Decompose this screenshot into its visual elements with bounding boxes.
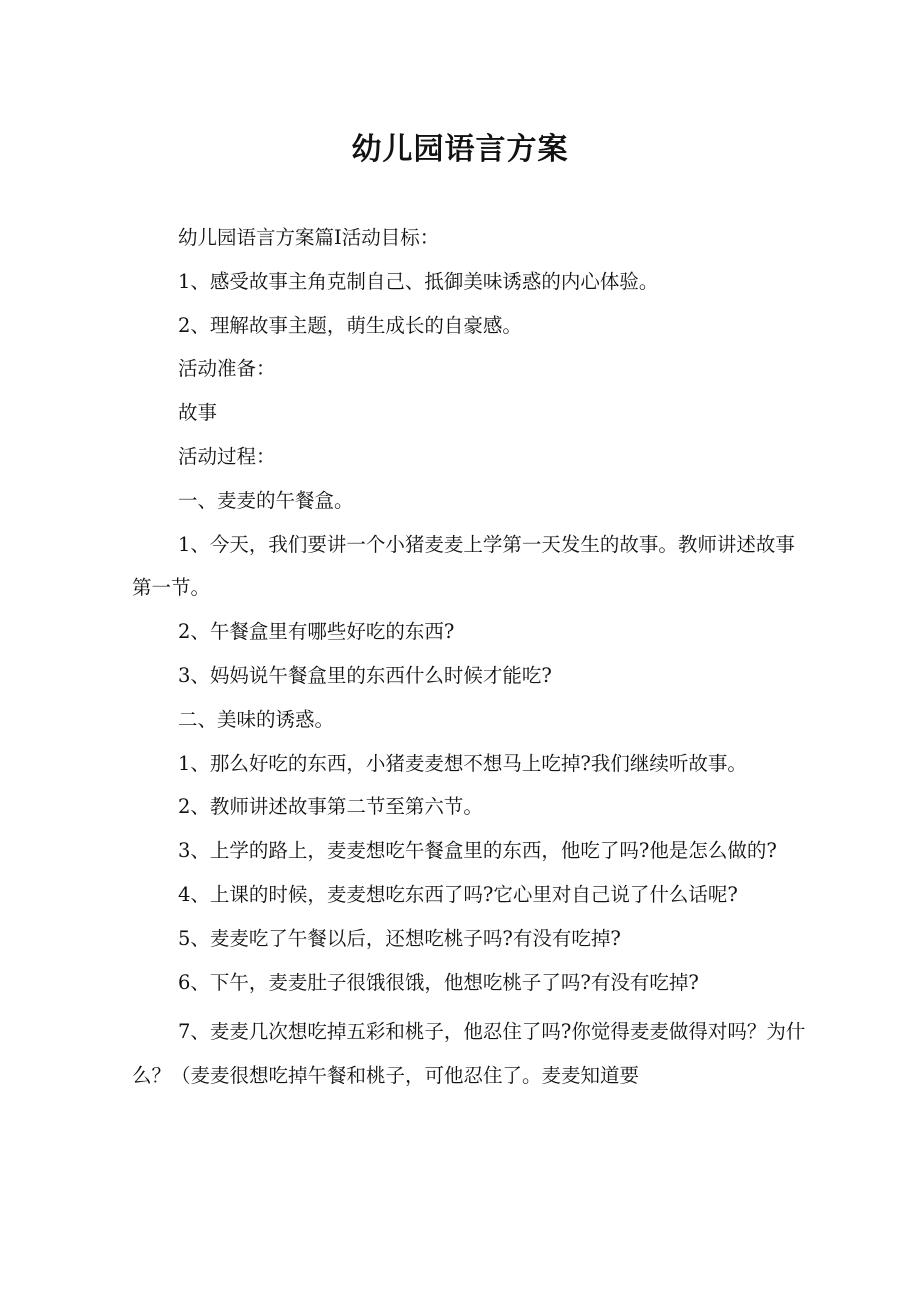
- paragraph-section-2-step-2: 2、教师讲述故事第二节至第六节。: [178, 795, 483, 819]
- paragraph-goal-1: 1、感受故事主角克制自己、抵御美味诱惑的内心体验。: [178, 269, 659, 293]
- paragraph-section-1-heading: 一、麦麦的午餐盒。: [178, 488, 354, 512]
- paragraph-process-heading: 活动过程：: [178, 444, 276, 468]
- paragraph-section-1-step-1: 1、今天，我们要讲一个小猪麦麦上学第一天发生的故事。教师讲述故事第一节。: [132, 532, 795, 600]
- paragraph-goal-2: 2、理解故事主题，萌生成长的自豪感。: [178, 313, 522, 337]
- paragraph-preparation-heading: 活动准备：: [178, 357, 276, 381]
- paragraph-section-1-step-2: 2、午餐盒里有哪些好吃的东西?: [178, 620, 455, 644]
- paragraph-section-2-heading: 二、美味的诱惑。: [178, 707, 335, 731]
- paragraph-section-1-step-3: 3、妈妈说午餐盒里的东西什么时候才能吃?: [178, 663, 552, 687]
- document-body: [132, 216, 808, 1098]
- paragraph-preparation-item: 故事: [178, 401, 218, 425]
- paragraph-section-2-step-1: 1、那么好吃的东西，小猪麦麦想不想马上吃掉?我们继续听故事。: [178, 751, 747, 775]
- paragraph-section-2-step-7: 7、麦麦几次想吃掉五彩和桃子，他忍住了吗?你觉得麦麦做得对吗？为什么？（麦麦很想吃掉午餐和桃子，可他忍住了。麦麦知道要: [132, 1020, 806, 1088]
- paragraph-section-2-step-4: 4、上课的时候，麦麦想吃东西了吗?它心里对自己说了什么话呢?: [178, 882, 738, 906]
- paragraph-section-2-step-6: 6、下午，麦麦肚子很饿很饿，他想吃桃子了吗?有没有吃掉?: [178, 970, 699, 994]
- paragraph-intro: 幼儿园语言方案篇Ⅰ活动目标：: [178, 226, 440, 249]
- page-title: 幼儿园语言方案: [351, 132, 569, 167]
- paragraph-section-2-step-3: 3、上学的路上，麦麦想吃午餐盒里的东西，他吃了吗?他是怎么做的?: [178, 839, 777, 863]
- paragraph-section-2-step-5: 5、麦麦吃了午餐以后，还想吃桃子吗?有没有吃掉?: [178, 926, 621, 950]
